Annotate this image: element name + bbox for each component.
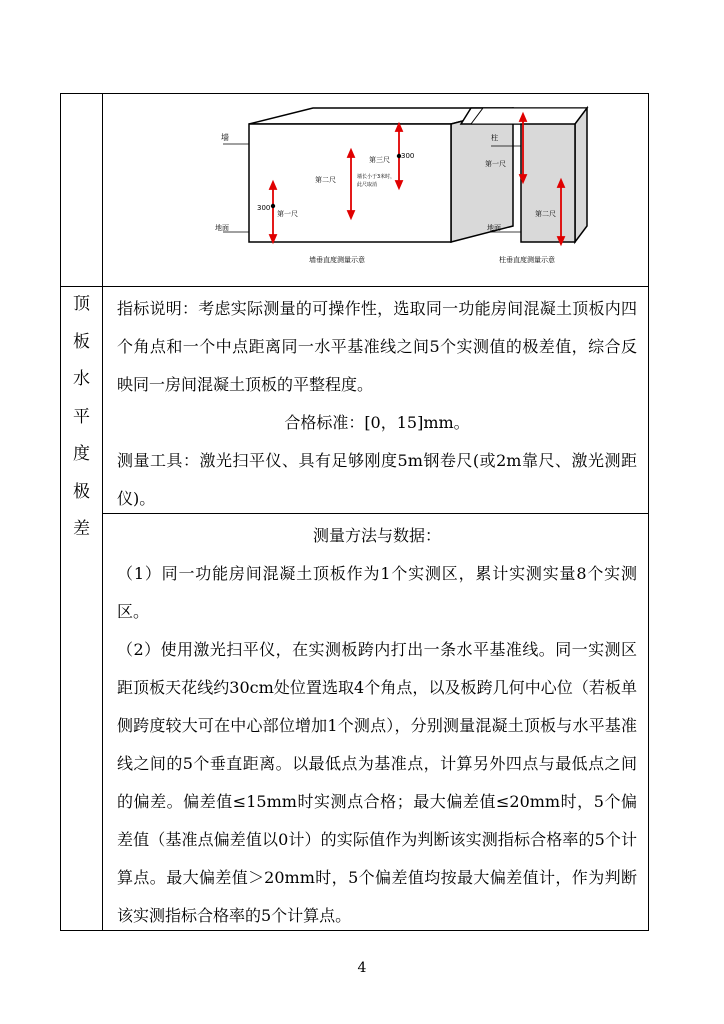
wall-label: 墙 bbox=[221, 133, 229, 142]
ruler-1-label: 第一尺 bbox=[277, 210, 298, 218]
method-title: 测量方法与数据： bbox=[312, 526, 441, 545]
label-char: 度 bbox=[73, 444, 90, 464]
page-number: 4 bbox=[357, 960, 367, 976]
method-item-1: （1）同一功能房间混凝土顶板作为1个实测区，累计实测实量8个实测区。 bbox=[117, 564, 637, 621]
column-ruler-1: 第一尺 bbox=[485, 160, 506, 168]
method-section bbox=[103, 517, 649, 935]
column-label: 柱 bbox=[491, 134, 498, 142]
row-label bbox=[61, 286, 102, 586]
label-char: 差 bbox=[73, 519, 90, 539]
note-line-1: 墙长小于3米时， bbox=[357, 174, 396, 180]
label-char: 顶 bbox=[73, 294, 90, 314]
label-char: 板 bbox=[73, 331, 90, 352]
column-ruler-2: 第二尺 bbox=[535, 210, 556, 218]
ruler-2-label: 第二尺 bbox=[315, 176, 336, 184]
method-item-2: （2）使用激光扫平仪，在实测板跨内打出一条水平基准线。同一实测区距顶板天花线约30cm处位置选取4个角点，以及板跨几何中心位（若板单侧跨度较大可在中心部位增加1个测点），分别测量混凝土顶板与水平基准线之间的5个垂直距离。以最低点为基准点，计算另外四点与最低点之间的偏差。偏差值≤15mm时实测点合格；最大偏差值≤20mm时，5个偏差值（基准点偏差值以0计）的实际值作为判断该实测指标合格率的5个计算点。最大偏差值＞20mm时，5个偏差值均按最大偏差值计，作为判断该实测指标合格率的5个计算点。 bbox=[117, 640, 637, 925]
row-divider-1 bbox=[61, 286, 648, 287]
verticality-diagram bbox=[103, 94, 649, 286]
floor-label-1: 地面 bbox=[215, 224, 229, 232]
label-char: 平 bbox=[73, 406, 90, 427]
measurement-tools: 测量工具：激光扫平仪、具有足够刚度5m钢卷尺(或2m靠尺、激光测距仪)。 bbox=[117, 451, 637, 508]
floor-label-2: 地面 bbox=[487, 224, 501, 232]
dim-300-b: 300 bbox=[401, 152, 415, 160]
caption-wall: 墙垂直度测量示意 bbox=[309, 256, 365, 264]
indicator-description: 指标说明：考虑实际测量的可操作性，选取同一功能房间混凝土顶板内四个角点和一个中点距离同一水平基准线之间5个实测值的极差值，综合反映同一房间混凝土顶板的平整程度。 bbox=[117, 299, 637, 394]
note-line-2: 此尺取消 bbox=[357, 182, 378, 188]
label-char: 极 bbox=[73, 481, 90, 502]
indicator-section bbox=[103, 290, 649, 518]
ruler-3-label: 第三尺 bbox=[369, 156, 390, 164]
label-char: 水 bbox=[73, 369, 90, 389]
diagram-svg bbox=[103, 94, 649, 286]
pass-standard: 合格标准：[0，15]mm。 bbox=[284, 413, 470, 432]
spec-table bbox=[60, 93, 649, 931]
dim-300-a: 300 bbox=[257, 204, 271, 212]
caption-column: 柱垂直度测量示意 bbox=[499, 256, 555, 264]
